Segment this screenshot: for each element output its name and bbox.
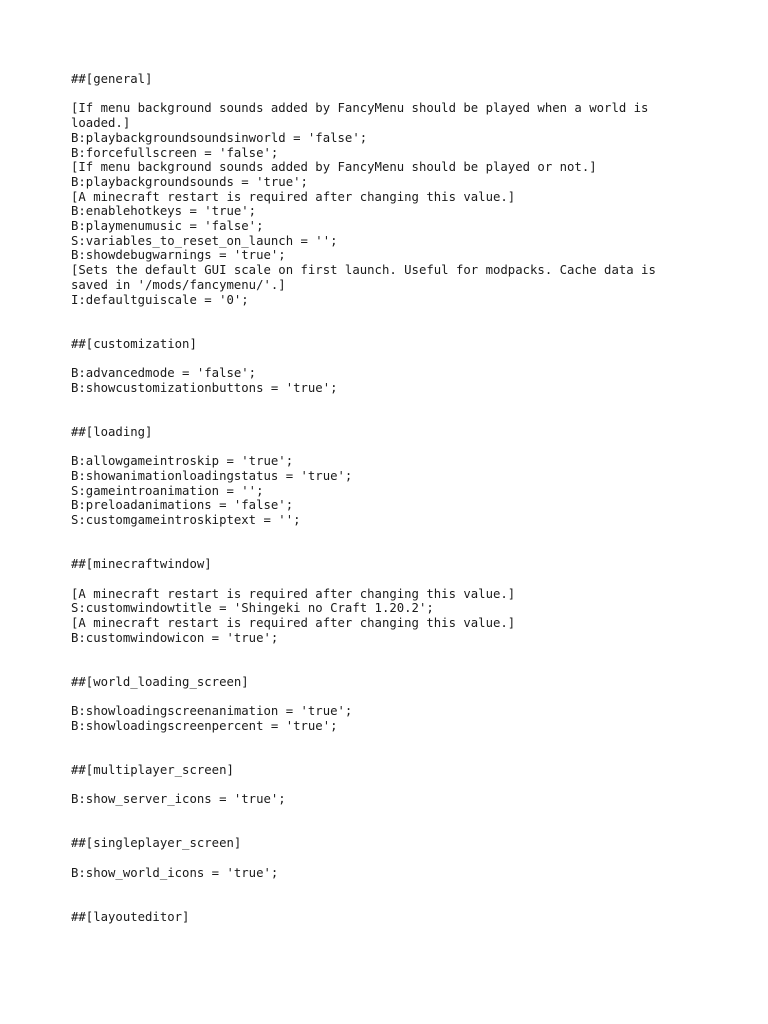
config-section [71, 675, 731, 734]
config-line: B:showloadingscreenanimation = 'true'; [71, 704, 353, 719]
section-heading: ##[multiplayer_screen] [71, 762, 234, 777]
section-heading: ##[singleplayer_screen] [71, 836, 242, 851]
config-line: S:gameintroanimation = ''; [71, 483, 264, 498]
config-line: loaded.] [71, 116, 131, 131]
section-heading: ##[layouteditor] [71, 909, 190, 924]
config-line: saved in '/mods/fancymenu/'.] [71, 277, 286, 292]
config-section [71, 337, 731, 396]
section-body [71, 792, 731, 807]
config-line: B:enablehotkeys = 'true'; [71, 204, 257, 219]
section-body [71, 704, 731, 733]
section-heading: ##[world_loading_screen] [71, 674, 249, 689]
config-line: B:show_world_icons = 'true'; [71, 865, 279, 880]
config-section [71, 72, 731, 307]
config-line: B:playbackgroundsounds = 'true'; [71, 174, 308, 189]
section-body [71, 587, 731, 646]
config-line: I:defaultguiscale = '0'; [71, 292, 249, 307]
config-line: [If menu background sounds added by FancyMenu should be played or not.] [71, 160, 597, 175]
section-body [71, 866, 731, 881]
config-line: B:showanimationloadingstatus = 'true'; [71, 468, 353, 483]
config-line: [A minecraft restart is required after changing this value.] [71, 189, 516, 204]
config-line: B:allowgameintroskip = 'true'; [71, 454, 294, 469]
section-body [71, 366, 731, 395]
config-section [71, 910, 731, 925]
config-line: B:customwindowicon = 'true'; [71, 630, 279, 645]
section-heading: ##[loading] [71, 424, 153, 439]
config-line: [If menu background sounds added by FancyMenu should be played when a world is [71, 101, 649, 116]
config-line: B:playbackgroundsoundsinworld = 'false'; [71, 130, 368, 145]
section-heading: ##[general] [71, 72, 153, 86]
section-heading: ##[minecraftwindow] [71, 557, 212, 572]
config-section [71, 557, 731, 645]
config-section [71, 425, 731, 528]
config-line: S:customwindowtitle = 'Shingeki no Craft 1.20.2'; [71, 601, 434, 616]
section-body [71, 454, 731, 528]
config-line: B:showdebugwarnings = 'true'; [71, 248, 286, 263]
config-line: B:showcustomizationbuttons = 'true'; [71, 380, 338, 395]
config-line: B:advancedmode = 'false'; [71, 366, 257, 381]
config-line: B:forcefullscreen = 'false'; [71, 145, 279, 160]
config-document [71, 72, 731, 925]
config-line: S:variables_to_reset_on_launch = ''; [71, 233, 338, 248]
config-line: S:customgameintroskiptext = ''; [71, 513, 301, 528]
config-line: [A minecraft restart is required after changing this value.] [71, 586, 516, 601]
config-line: B:show_server_icons = 'true'; [71, 792, 286, 807]
section-body [71, 101, 731, 307]
config-section [71, 763, 731, 807]
config-line: B:showloadingscreenpercent = 'true'; [71, 718, 338, 733]
config-section [71, 836, 731, 880]
config-line: B:preloadanimations = 'false'; [71, 498, 294, 513]
config-line: [Sets the default GUI scale on first launch. Useful for modpacks. Cache data is [71, 263, 656, 278]
config-line: [A minecraft restart is required after changing this value.] [71, 615, 516, 630]
config-line: B:playmenumusic = 'false'; [71, 219, 264, 234]
section-heading: ##[customization] [71, 336, 197, 351]
